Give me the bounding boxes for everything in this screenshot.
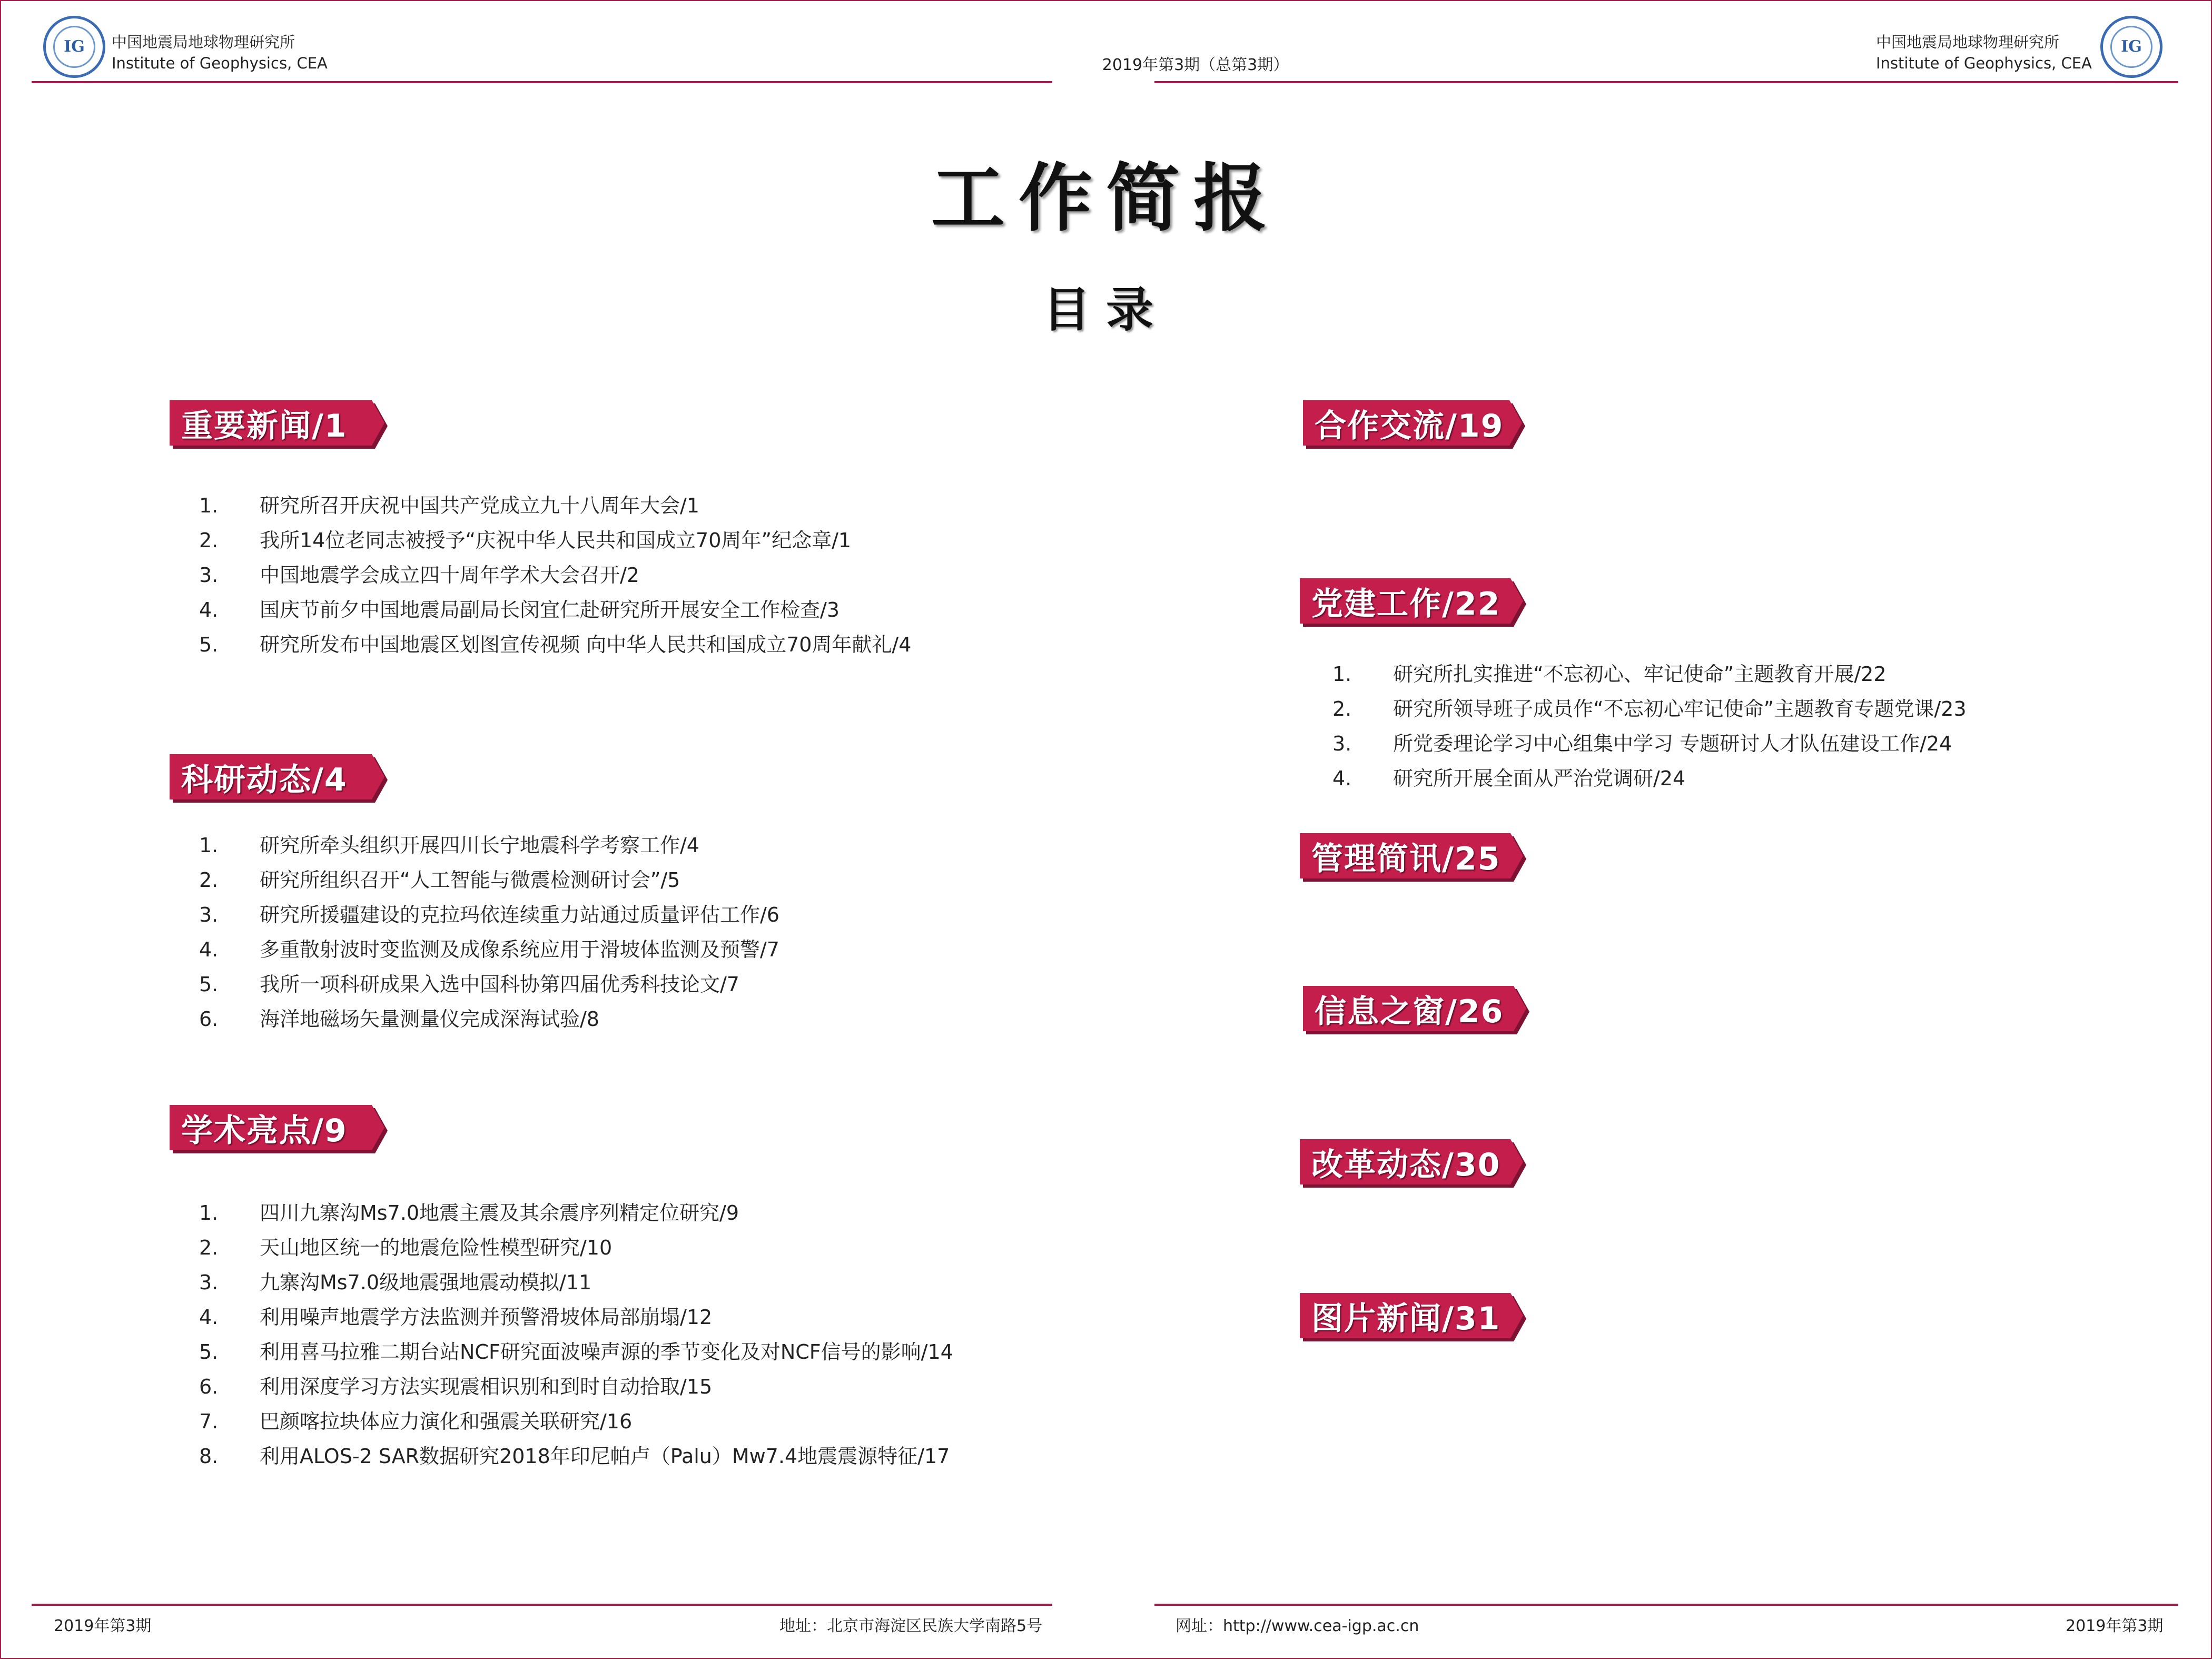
item-text: 研究所领导班子成员作“不忘初心牢记使命”主题教育专题党课/23	[1393, 697, 1967, 720]
item-number: 2.	[199, 529, 219, 552]
item-text: 海洋地磁场矢量测量仪完成深海试验/8	[260, 1008, 599, 1031]
item-number: 4.	[199, 1306, 219, 1329]
footer-rule-right	[1154, 1604, 2178, 1606]
section-banner-info	[1303, 986, 1535, 1038]
item-text: 所党委理论学习中心组集中学习 专题研讨人才队伍建设工作/24	[1393, 732, 1952, 755]
section-heading-management: 管理简讯/25	[1311, 841, 1501, 877]
item-text: 利用喜马拉雅二期台站NCF研究面波噪声源的季节变化及对NCF信号的影响/14	[260, 1340, 953, 1364]
item-text: 我所14位老同志被授予“庆祝中华人民共和国成立70周年”纪念章/1	[260, 529, 852, 552]
institute-seal-icon: IG	[2100, 16, 2162, 78]
item-text: 研究所组织召开“人工智能与微震检测研讨会”/5	[260, 868, 680, 892]
item-text: 九寨沟Ms7.0级地震强地震动模拟/11	[260, 1271, 592, 1294]
item-text: 研究所开展全面从严治党调研/24	[1393, 767, 1686, 790]
section-banner-cooperation	[1303, 400, 1529, 452]
item-text: 我所一项科研成果入选中国科协第四届优秀科技论文/7	[260, 973, 739, 996]
item-number: 8.	[199, 1445, 219, 1468]
item-text: 四川九寨沟Ms7.0地震主震及其余震序列精定位研究/9	[260, 1201, 739, 1224]
item-text: 利用深度学习方法实现震相识别和到时自动拾取/15	[260, 1375, 713, 1398]
page-title: 工作简报	[931, 155, 1281, 242]
item-number: 3.	[1332, 732, 1352, 755]
header-org-en-left: Institute of Geophysics, CEA	[112, 54, 328, 72]
section-heading-research: 科研动态/4	[181, 762, 348, 798]
item-text: 研究所召开庆祝中国共产党成立九十八周年大会/1	[260, 494, 699, 517]
item-number: 5.	[199, 1340, 219, 1364]
item-number: 1.	[199, 494, 219, 517]
item-text: 研究所援疆建设的克拉玛依连续重力站通过质量评估工作/6	[260, 903, 779, 926]
item-number: 4.	[1332, 767, 1352, 790]
section-heading-news: 重要新闻/1	[181, 408, 348, 445]
item-number: 2.	[199, 1236, 219, 1259]
item-number: 6.	[199, 1008, 219, 1031]
item-number: 5.	[199, 973, 219, 996]
item-number: 3.	[199, 903, 219, 926]
footer-address: 地址：北京市海淀区民族大学南路5号	[779, 1617, 1043, 1635]
footer-rule-left	[32, 1604, 1052, 1606]
section-heading-photo: 图片新闻/31	[1311, 1300, 1501, 1337]
item-text: 天山地区统一的地震危险性模型研究/10	[260, 1236, 613, 1259]
item-number: 2.	[199, 868, 219, 892]
page-subtitle: 目录	[1043, 282, 1169, 338]
item-text: 利用ALOS-2 SAR数据研究2018年印尼帕卢（Palu）Mw7.4地震震源特征/17	[260, 1445, 950, 1468]
header-rule-right	[1154, 81, 2178, 83]
item-text: 巴颜喀拉块体应力演化和强震关联研究/16	[260, 1410, 633, 1433]
item-number: 1.	[199, 834, 219, 857]
item-text: 利用噪声地震学方法监测并预警滑坡体局部崩塌/12	[260, 1306, 713, 1329]
item-number: 1.	[199, 1201, 219, 1224]
section-heading-party: 党建工作/22	[1311, 586, 1501, 623]
section-banner-reform	[1300, 1139, 1532, 1191]
item-number: 5.	[199, 633, 219, 656]
section-banner-news	[170, 400, 391, 452]
item-text: 国庆节前夕中国地震局副局长闵宜仁赴研究所开展安全工作检查/3	[260, 598, 840, 621]
footer-issue-left: 2019年第3期	[54, 1617, 152, 1635]
section-heading-reform: 改革动态/30	[1311, 1147, 1501, 1183]
header-org-cn-left: 中国地震局地球物理研究所	[112, 33, 295, 51]
institute-seal-icon: IG	[43, 16, 105, 78]
item-text: 研究所牵头组织开展四川长宁地震科学考察工作/4	[260, 834, 699, 857]
section-banner-research	[170, 754, 391, 806]
section-heading-cooperation: 合作交流/19	[1315, 408, 1504, 445]
section-banner-party	[1300, 578, 1532, 630]
header-org-en-right: Institute of Geophysics, CEA	[1876, 54, 2092, 72]
item-number: 4.	[199, 938, 219, 961]
item-number: 3.	[199, 1271, 219, 1294]
section-heading-academic: 学术亮点/9	[181, 1112, 348, 1149]
item-text: 多重散射波时变监测及成像系统应用于滑坡体监测及预警/7	[260, 938, 779, 961]
footer-website[interactable]: 网址：http://www.cea-igp.ac.cn	[1176, 1617, 1419, 1635]
item-number: 1.	[1332, 663, 1352, 686]
item-text: 中国地震学会成立四十周年学术大会召开/2	[260, 564, 639, 587]
section-heading-info: 信息之窗/26	[1315, 993, 1504, 1030]
section-banner-management	[1300, 833, 1532, 885]
header-rule-left	[32, 81, 1052, 83]
section-banner-photo	[1300, 1293, 1532, 1345]
footer-issue-right: 2019年第3期	[2066, 1617, 2164, 1635]
item-number: 7.	[199, 1410, 219, 1433]
section-banner-academic	[170, 1105, 391, 1157]
issue-number: 2019年第3期（总第3期）	[1102, 56, 1289, 74]
item-number: 6.	[199, 1375, 219, 1398]
item-number: 3.	[199, 564, 219, 587]
item-text: 研究所扎实推进“不忘初心、牢记使命”主题教育开展/22	[1393, 663, 1887, 686]
item-number: 4.	[199, 598, 219, 621]
item-number: 2.	[1332, 697, 1352, 720]
header-org-cn-right: 中国地震局地球物理研究所	[1876, 33, 2060, 51]
item-text: 研究所发布中国地震区划图宣传视频 向中华人民共和国成立70周年献礼/4	[260, 633, 912, 656]
